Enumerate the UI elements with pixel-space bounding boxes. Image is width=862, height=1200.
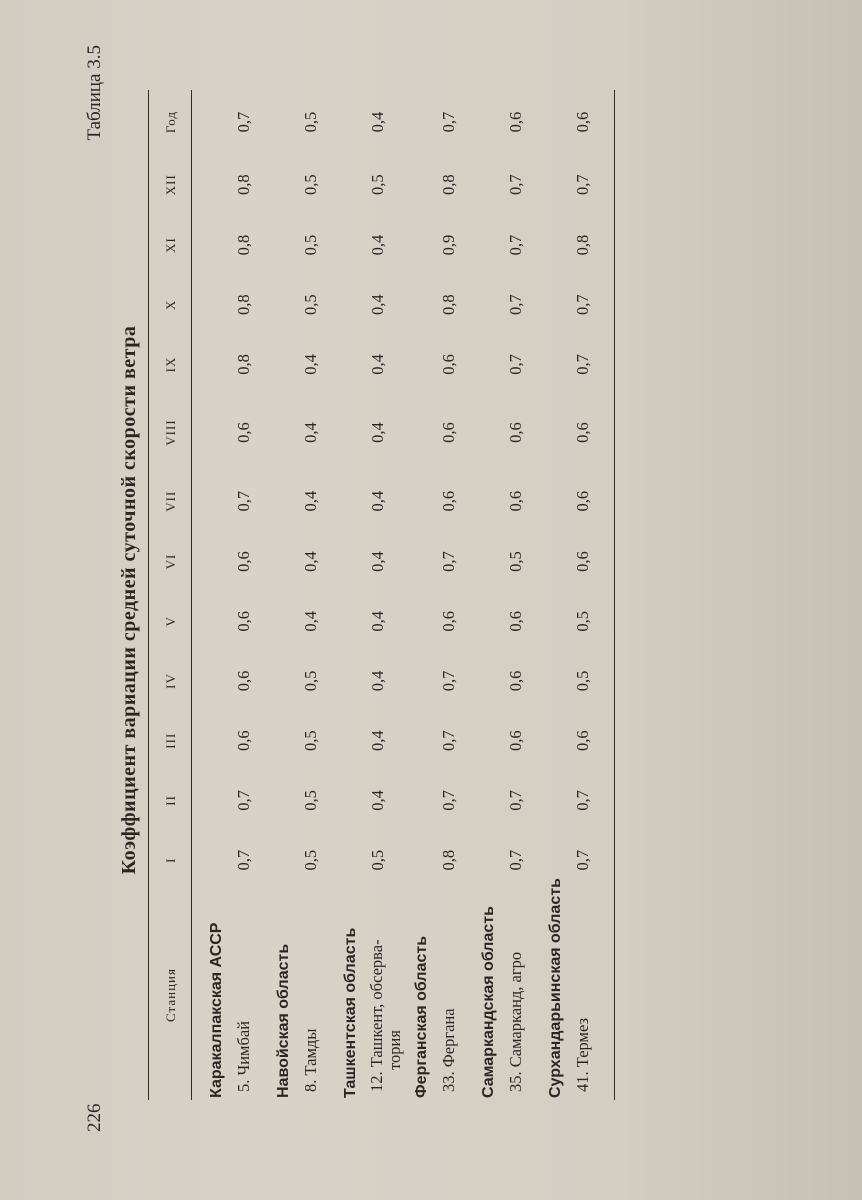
cell-value: 0,7 bbox=[573, 294, 592, 316]
cell-value: 0,6 bbox=[506, 670, 525, 692]
table-row bbox=[506, 90, 539, 1100]
cell-value: 0,5 bbox=[368, 174, 387, 195]
header-month-5: V bbox=[149, 591, 192, 651]
region-name: Ферганская область bbox=[413, 935, 430, 1098]
table-row bbox=[573, 90, 606, 1100]
cell-value: 0,7 bbox=[439, 670, 458, 692]
cell-value: 0,6 bbox=[439, 422, 458, 443]
cell-value: 0,5 bbox=[573, 610, 592, 632]
region-name: Ташкентская область bbox=[342, 927, 359, 1098]
header-year: Год bbox=[149, 90, 192, 154]
cell-value: 0,7 bbox=[573, 849, 592, 871]
cell-value: 0,6 bbox=[573, 551, 592, 572]
cell-value: 0,7 bbox=[234, 111, 253, 133]
header-month-6: VI bbox=[149, 532, 192, 592]
header-month-9: IX bbox=[149, 335, 192, 395]
cell-value: 0,6 bbox=[234, 670, 253, 692]
cell-value: 0,5 bbox=[301, 294, 320, 316]
cell-value: 0,4 bbox=[368, 670, 387, 692]
table-row bbox=[301, 90, 334, 1100]
cell-value: 0,4 bbox=[368, 490, 387, 512]
header-month-11: XI bbox=[149, 215, 192, 275]
cell-value: 0,5 bbox=[301, 730, 320, 752]
header-month-3: III bbox=[149, 711, 192, 771]
cell-value: 0,7 bbox=[573, 790, 592, 811]
cell-value: 0,7 bbox=[439, 730, 458, 752]
cell-value: 0,8 bbox=[234, 174, 253, 195]
cell-value: 0,6 bbox=[439, 490, 458, 512]
cell-value: 0,4 bbox=[368, 790, 387, 811]
cell-value: 0,6 bbox=[573, 111, 592, 133]
cell-value: 0,7 bbox=[234, 490, 253, 512]
cell-value: 0,4 bbox=[301, 551, 320, 572]
cell-value: 0,4 bbox=[368, 294, 387, 316]
cell-value: 0,7 bbox=[439, 551, 458, 572]
cell-value: 0,8 bbox=[439, 849, 458, 871]
table-row bbox=[368, 90, 405, 1100]
station-name-line1: 12. Ташкент, обсерва- bbox=[367, 939, 386, 1092]
cell-value: 0,4 bbox=[368, 354, 387, 375]
cell-value: 0,7 bbox=[573, 354, 592, 375]
cell-value: 0,4 bbox=[301, 610, 320, 632]
header-month-4: IV bbox=[149, 651, 192, 711]
region-name: Навойская область bbox=[275, 943, 292, 1098]
cell-value: 0,5 bbox=[301, 670, 320, 692]
cell-value: 0,6 bbox=[506, 490, 525, 512]
cell-value: 0,7 bbox=[439, 790, 458, 811]
cell-value: 0,4 bbox=[368, 551, 387, 572]
cell-value: 0,5 bbox=[301, 111, 320, 133]
station-name: 41. Термез bbox=[573, 1017, 592, 1092]
cell-value: 0,9 bbox=[439, 234, 458, 256]
header-month-8: VIII bbox=[149, 394, 192, 470]
table-bottom-rule bbox=[606, 90, 615, 1100]
cell-value: 0,6 bbox=[439, 610, 458, 632]
header-month-12: XII bbox=[149, 154, 192, 215]
cell-value: 0,4 bbox=[301, 354, 320, 375]
cell-value: 0,5 bbox=[301, 790, 320, 811]
station-name bbox=[368, 890, 405, 1100]
cell-value: 0,6 bbox=[506, 730, 525, 752]
cell-value: 0,6 bbox=[573, 422, 592, 443]
cell-value: 0,4 bbox=[368, 610, 387, 632]
cell-value: 0,5 bbox=[573, 670, 592, 692]
station-name: 8. Тамды bbox=[301, 1028, 320, 1092]
region-row bbox=[405, 90, 439, 1100]
cell-value: 0,8 bbox=[234, 234, 253, 256]
cell-value: 0,7 bbox=[234, 790, 253, 811]
cell-value: 0,7 bbox=[506, 849, 525, 871]
header-month-10: X bbox=[149, 275, 192, 335]
cell-value: 0,7 bbox=[439, 111, 458, 133]
cell-value: 0,8 bbox=[439, 174, 458, 195]
header-station: Станция bbox=[149, 890, 192, 1100]
cell-value: 0,6 bbox=[234, 422, 253, 443]
table-row bbox=[234, 90, 267, 1100]
cell-value: 0,5 bbox=[301, 849, 320, 871]
cell-value: 0,6 bbox=[573, 730, 592, 752]
region-row bbox=[539, 90, 573, 1100]
station-name-line2: тория bbox=[385, 1030, 404, 1070]
station-name: 35. Самарканд, агро bbox=[506, 951, 525, 1092]
station-name: 5. Чимбай bbox=[234, 1020, 253, 1092]
cell-value: 0,7 bbox=[506, 790, 525, 811]
cell-value: 0,8 bbox=[234, 294, 253, 316]
region-row bbox=[472, 90, 506, 1100]
wind-variation-table bbox=[148, 90, 615, 1100]
cell-value: 0,7 bbox=[234, 849, 253, 871]
cell-value: 0,8 bbox=[234, 354, 253, 375]
cell-value: 0,4 bbox=[301, 490, 320, 512]
region-name: Самаркандская область bbox=[480, 906, 497, 1098]
cell-value: 0,4 bbox=[368, 234, 387, 256]
cell-value: 0,6 bbox=[234, 730, 253, 752]
cell-value: 0,6 bbox=[573, 490, 592, 512]
cell-value: 0,7 bbox=[506, 354, 525, 375]
cell-value: 0,4 bbox=[301, 422, 320, 443]
station-name: 33. Фергана bbox=[439, 1008, 458, 1092]
table-row bbox=[439, 90, 472, 1100]
cell-value: 0,8 bbox=[439, 294, 458, 316]
header-month-1: I bbox=[149, 830, 192, 890]
cell-value: 0,7 bbox=[506, 294, 525, 316]
region-name: Сурхандарьинская область bbox=[547, 878, 564, 1098]
region-row bbox=[267, 90, 301, 1100]
bottom-rule-cell bbox=[606, 90, 615, 1100]
cell-value: 0,4 bbox=[368, 111, 387, 133]
cell-value: 0,5 bbox=[506, 551, 525, 572]
cell-value: 0,7 bbox=[573, 174, 592, 195]
region-row bbox=[334, 90, 368, 1100]
header-month-2: II bbox=[149, 771, 192, 831]
cell-value: 0,8 bbox=[573, 234, 592, 256]
cell-value: 0,7 bbox=[506, 174, 525, 195]
cell-value: 0,6 bbox=[506, 111, 525, 133]
header-month-7: VII bbox=[149, 471, 192, 532]
cell-value: 0,6 bbox=[439, 354, 458, 375]
region-row bbox=[192, 90, 235, 1100]
table-title: Коэффициент вариации средней суточной скорости ветра bbox=[118, 325, 140, 875]
cell-value: 0,5 bbox=[301, 174, 320, 195]
cell-value: 0,6 bbox=[234, 610, 253, 632]
region-name: Каракалпакская АССР bbox=[208, 922, 225, 1098]
cell-value: 0,5 bbox=[368, 849, 387, 871]
cell-value: 0,6 bbox=[506, 610, 525, 632]
cell-value: 0,4 bbox=[368, 422, 387, 443]
cell-value: 0,6 bbox=[234, 551, 253, 572]
table-id: Таблица 3.5 bbox=[84, 45, 105, 141]
cell-value: 0,7 bbox=[506, 234, 525, 256]
page-number: 226 bbox=[84, 1103, 105, 1132]
cell-value: 0,6 bbox=[506, 422, 525, 443]
table-header-row bbox=[149, 90, 192, 1100]
cell-value: 0,4 bbox=[368, 730, 387, 752]
cell-value: 0,5 bbox=[301, 234, 320, 256]
